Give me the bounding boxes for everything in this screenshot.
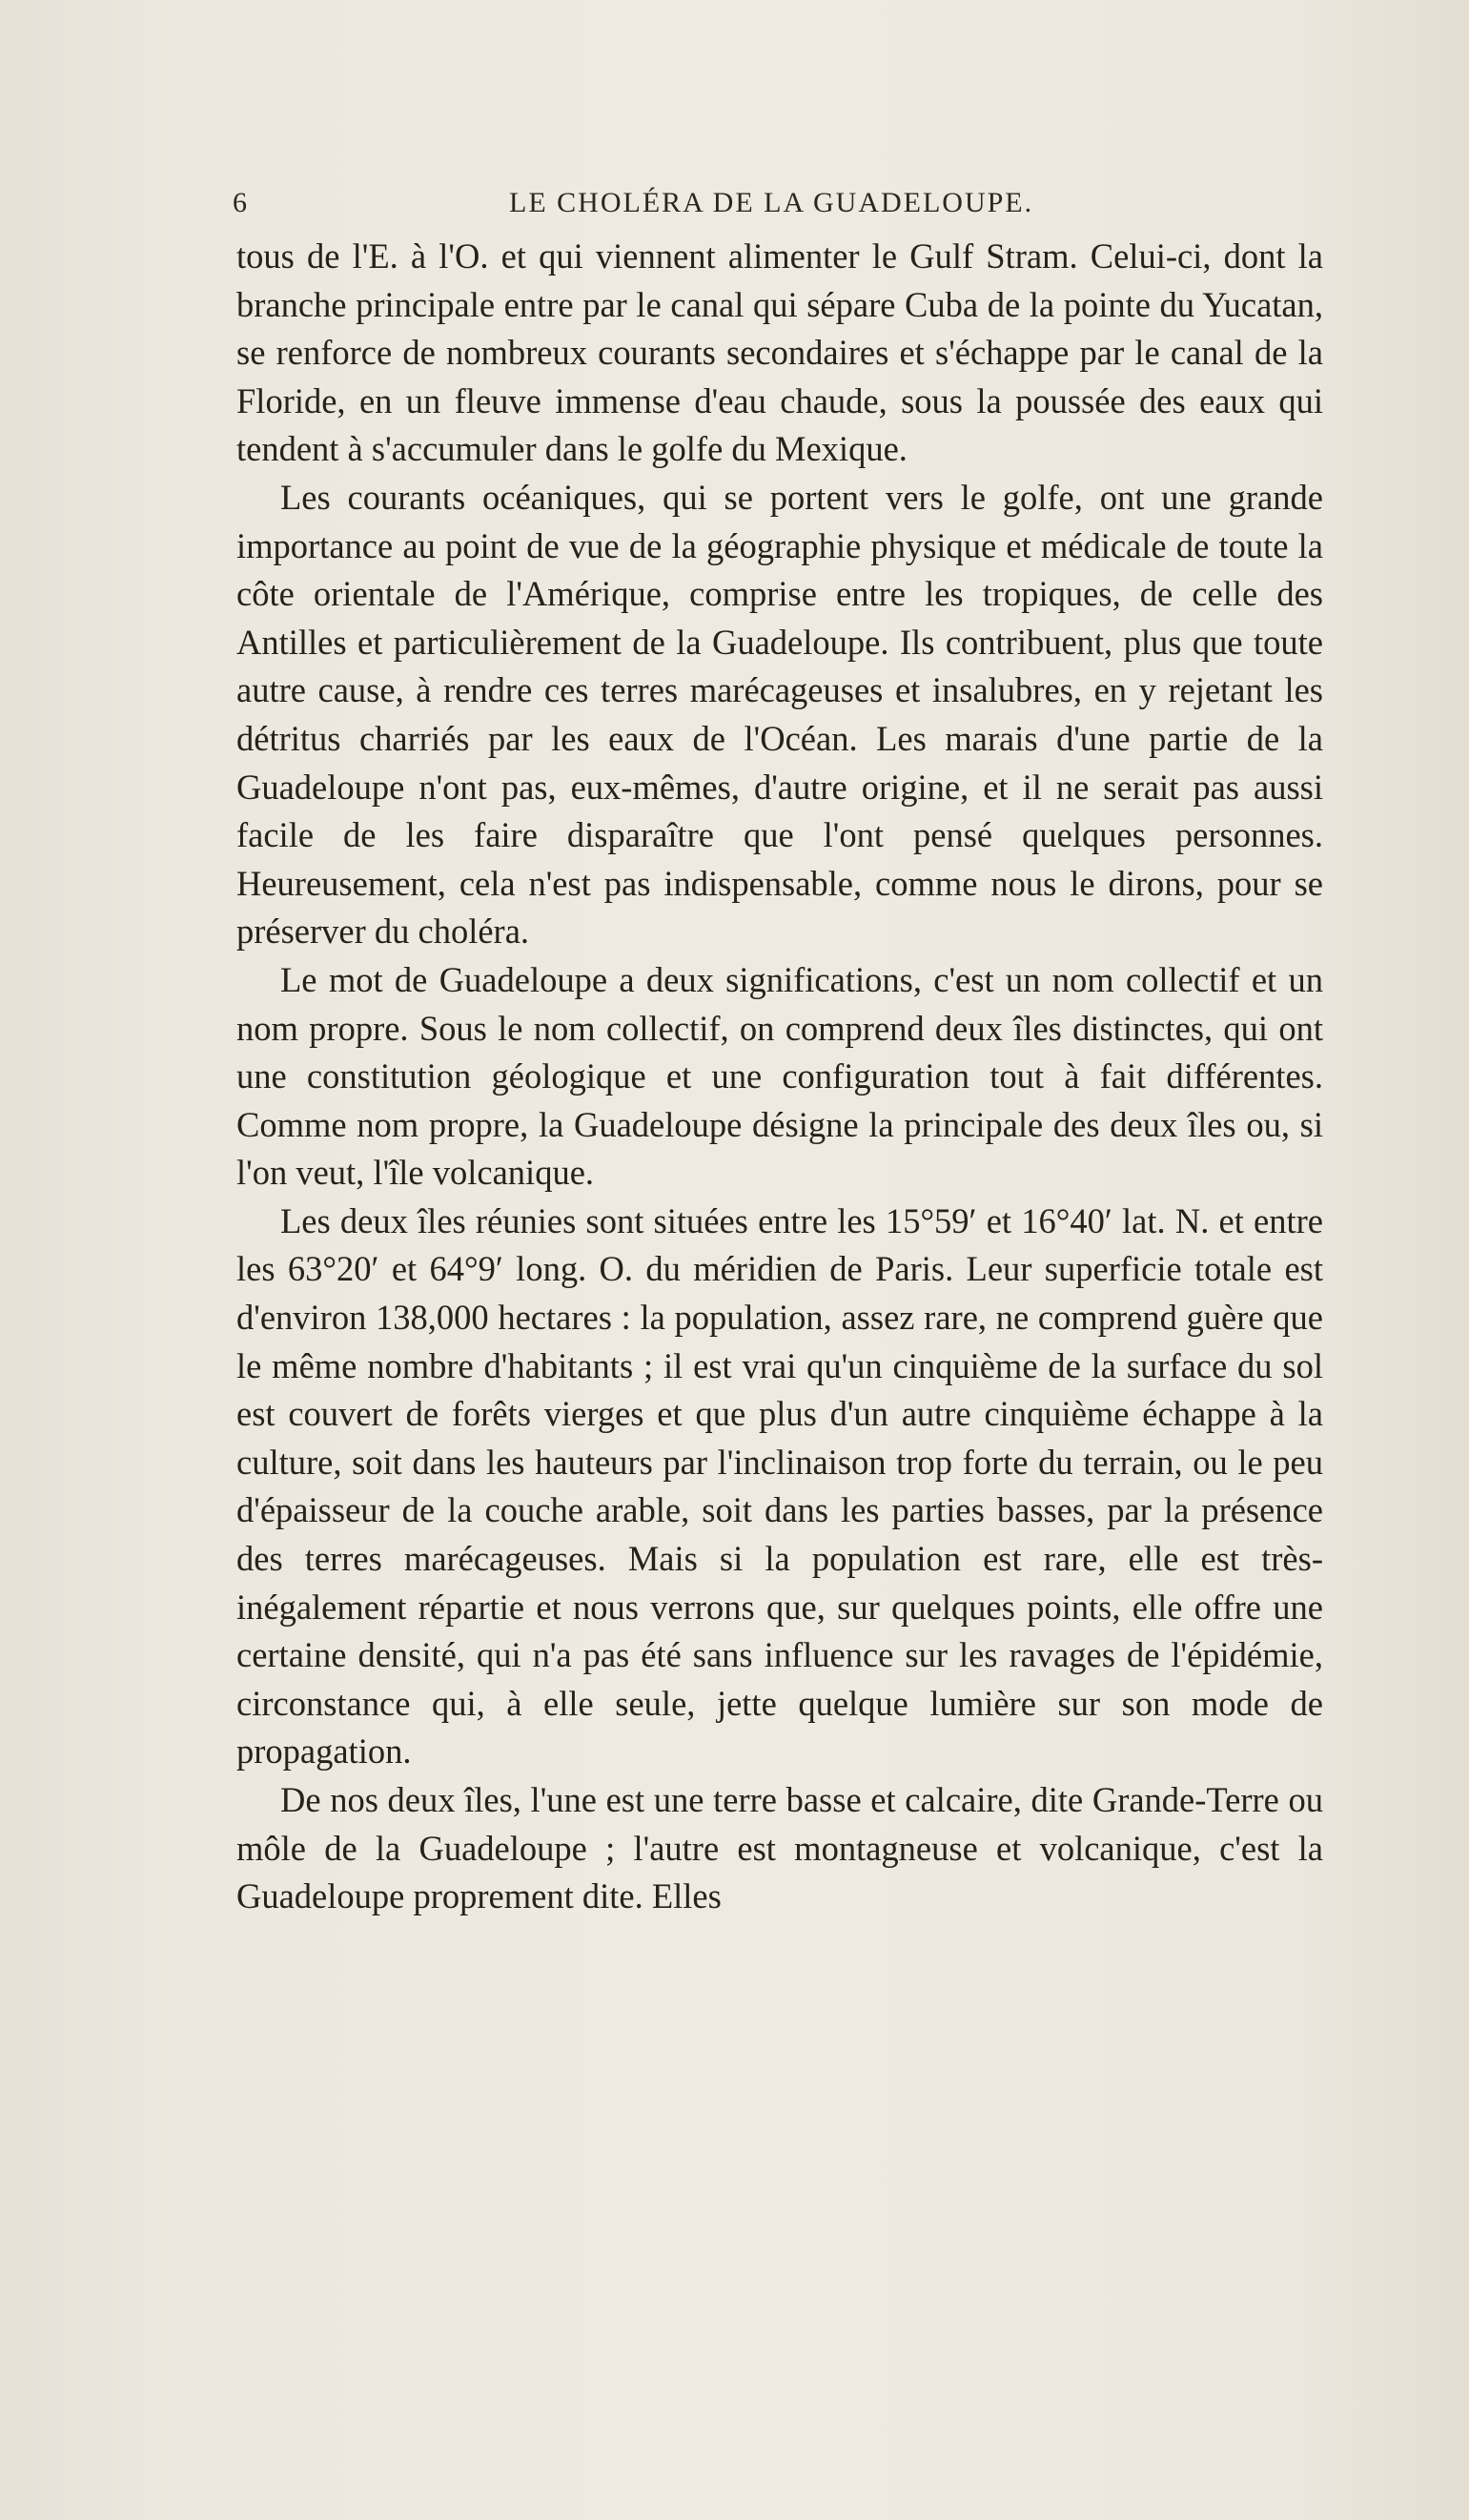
paragraph: Les deux îles réunies sont situées entre les 15°59′ et 16°40′ lat. N. et entre les 63°20′ et 64°9′ long. O. du méridien de Paris. Leur superficie totale est d'environ 138,000 hectares : la population, assez rare, ne comprend guère que le même nombre d'habitants ; il est vrai qu'un cinquième de la surface du sol est couvert de forêts vierges et que plus d'un autre cinquième échappe à la culture, soit dans les hauteurs par l'inclinaison trop forte du terrain, ou le peu d'épaisseur de la couche arable, soit dans les parties basses, par la présence des terres marécageuses. Mais si la population est rare, elle est très-inégalement répartie et nous verrons que, sur quelques points, elle offre une certaine densité, qui n'a pas été sans influence sur les ravages de l'épidémie, circonstance qui, à elle seule, jette quelque lumière sur son mode de propagation. <box>236 1200 1323 1772</box>
page-number: 6 <box>233 187 248 218</box>
paragraph: Les courants océaniques, qui se portent vers le golfe, ont une grande importance au point de vue de la géographie physique et médicale de toute la côte orientale de l'Amérique, comprise entre les tropiques, de celle des Antilles et particulièrement de la Guadeloupe. Ils contribuent, plus que toute autre cause, à rendre ces terres marécageuses et insalubres, en y rejetant les détritus charriés par les eaux de l'Océan. Les marais d'une partie de la Guadeloupe n'ont pas, eux-mêmes, d'autre origine, et il ne serait pas aussi facile de les faire disparaître que l'ont pensé quelques personnes. Heureusement, cela n'est pas indispensable, comme nous le dirons, pour se préserver du choléra. <box>236 477 1323 952</box>
paragraph: De nos deux îles, l'une est une terre basse et calcaire, dite Grande-Terre ou môle de la Guadeloupe ; l'autre est montagneuse et volcanique, c'est la Guadeloupe proprement dite. Elles <box>236 1780 1323 1916</box>
body-text <box>236 233 1323 1921</box>
running-title: LE CHOLÉRA DE LA GUADELOUPE. <box>509 187 1034 218</box>
paragraph: Le mot de Guadeloupe a deux significations, c'est un nom collectif et un nom propre. Sous le nom collectif, on comprend deux îles distinctes, qui ont une constitution géologique et une configuration tout à fait différentes. Comme nom propre, la Guadeloupe désigne la principale des deux îles ou, si l'on veut, l'île volcanique. <box>236 959 1323 1193</box>
paragraph-continued: tous de l'E. à l'O. et qui viennent alimenter le Gulf Stram. Celui-ci, dont la branche principale entre par le canal qui sépare Cuba de la pointe du Yucatan, se renforce de nombreux courants secondaires et s'échappe par le canal de la Floride, en un fleuve immense d'eau chaude, sous la poussée des eaux qui tendent à s'accumuler dans le golfe du Mexique. <box>236 236 1323 469</box>
page-header <box>233 187 1329 225</box>
